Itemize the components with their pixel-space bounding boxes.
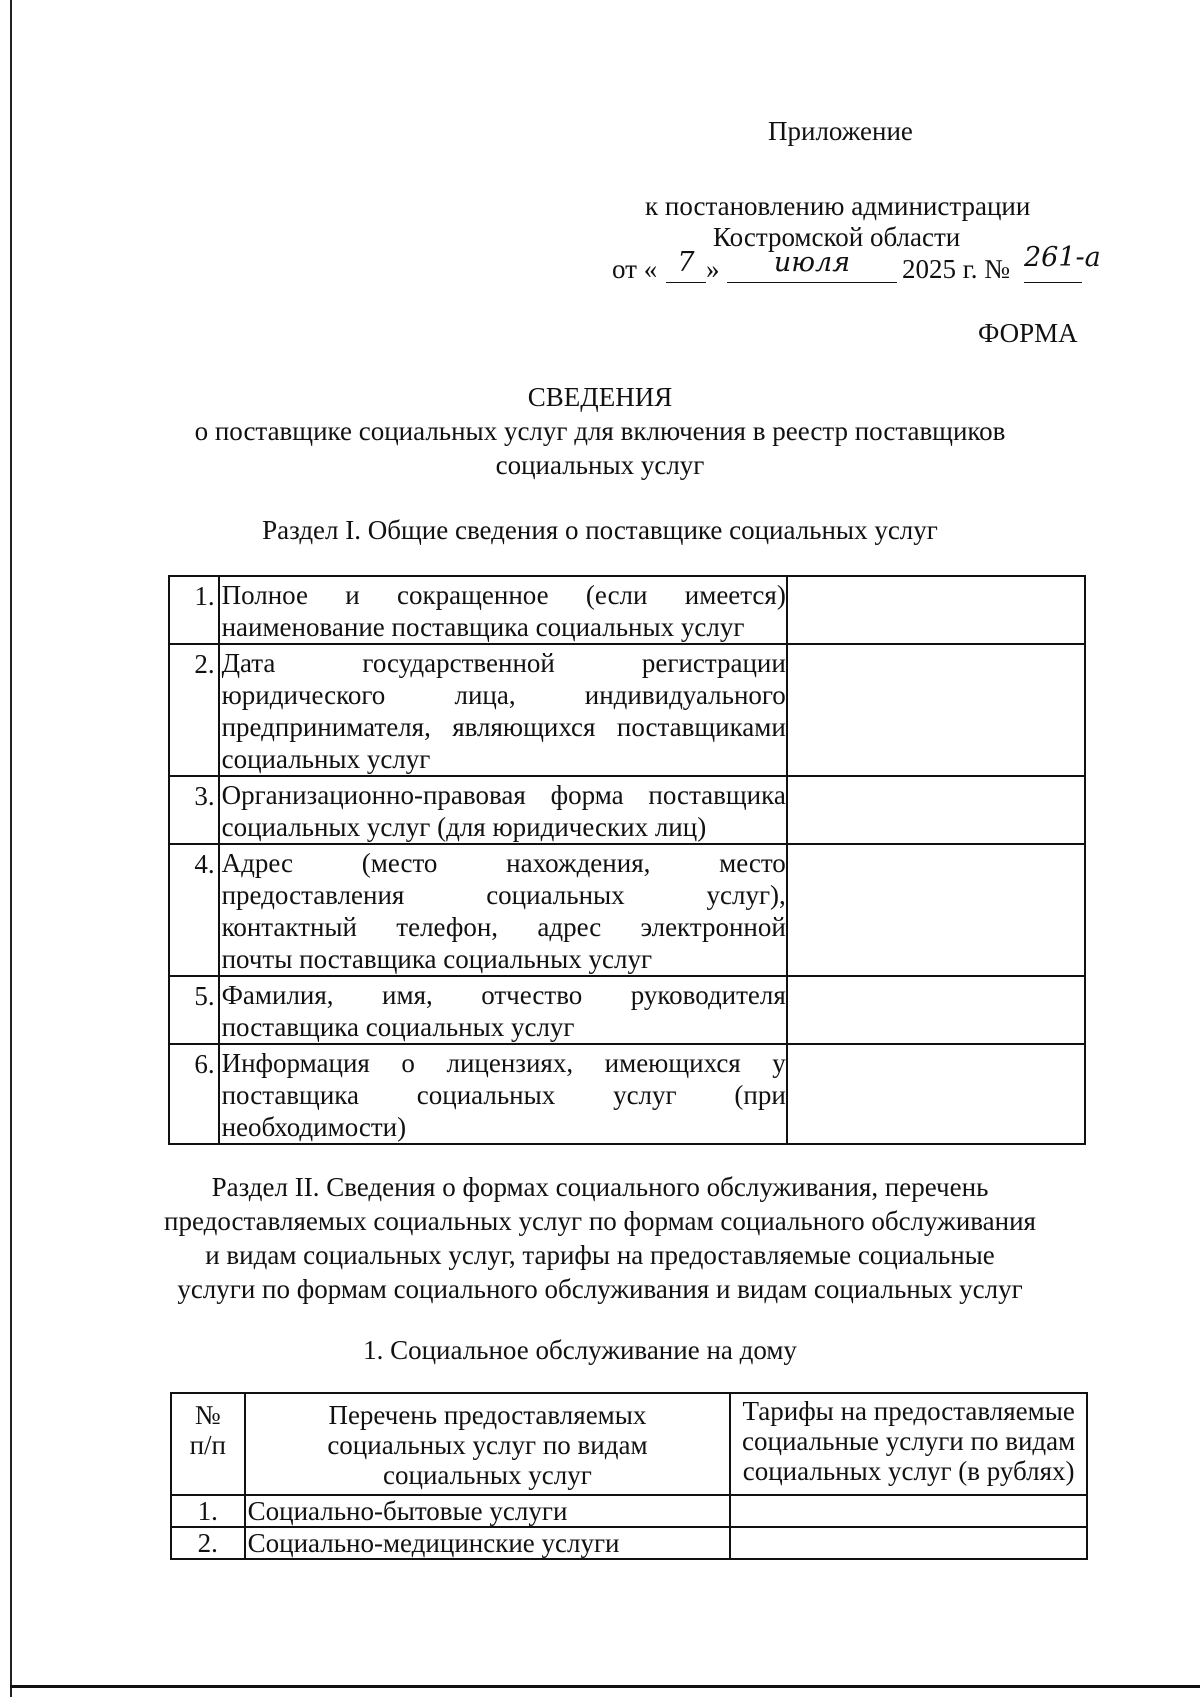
date-day-underline [666,282,706,283]
form-label: ФОРМА [978,318,1078,348]
header-line-1: к постановлению администрации [645,191,1031,221]
section-1-heading: Раздел I. Общие сведения о поставщике социальных услуг [262,515,938,545]
doc-subtitle-line-2: социальных услуг [495,450,705,480]
date-day: 7 [677,247,695,278]
column-header-services: Перечень предоставляемых социальных услуг по видам социальных услуг [245,1393,731,1495]
table-row [171,1495,1087,1527]
row-number: 6. [169,1044,219,1144]
page-bottom-edge [10,1685,1200,1688]
services-table [170,1392,1088,1560]
table-header-row [171,1393,1087,1495]
header-line-2: Костромской области [713,222,961,252]
date-prefix: от « [612,254,658,284]
row-number: 5. [169,976,219,1044]
row-number: 2. [169,644,219,776]
row-number: 1. [169,576,219,644]
date-year: 2025 г. № [902,254,1011,284]
row-value-cell [787,976,1085,1044]
doc-number: 261-а [1024,242,1101,273]
row-number: 1. [171,1495,245,1527]
date-mid: » [706,254,720,284]
date-month: июля [773,247,851,278]
doc-title: СВЕДЕНИЯ [527,382,673,412]
table-row [169,576,1085,644]
subsection-heading: 1. Социальное обслуживание на дому [363,1335,797,1365]
row-value-cell [787,576,1085,644]
date-month-underline [727,282,897,283]
row-description: Адрес (место нахождения, место предоставления социальных услуг), контактный телефон, адрес электронной почты поставщика социальных услуг [219,844,787,976]
row-description: Фамилия, имя, отчество руководителя поставщика социальных услуг [219,976,787,1044]
row-value-cell [787,776,1085,844]
row-tariff-cell [730,1495,1087,1527]
doc-number-underline [1024,282,1082,283]
row-value-cell [787,644,1085,776]
section-2-heading-line-1: Раздел II. Сведения о формах социального обслуживания, перечень [211,1172,989,1202]
general-info-table [168,575,1086,1145]
row-number: 2. [171,1527,245,1559]
page-left-edge [10,0,12,1697]
column-header-number: № п/п [171,1393,245,1495]
row-value-cell [787,1044,1085,1144]
column-header-tariffs: Тарифы на предоставляемые социальные услуги по видам социальных услуг (в рублях) [730,1393,1087,1495]
doc-subtitle-line-1: о поставщике социальных услуг для включения в реестр поставщиков [194,416,1006,446]
section-2-heading-line-4: услуги по формам социального обслуживания и видам социальных услуг [177,1274,1023,1304]
section-2-heading-line-3: и видам социальных услуг, тарифы на предоставляемые социальные [205,1240,995,1270]
table-row [169,976,1085,1044]
table-row [171,1527,1087,1559]
row-description: Полное и сокращенное (если имеется) наименование поставщика социальных услуг [219,576,787,644]
table-row [169,1044,1085,1144]
row-description: Информация о лицензиях, имеющихся у поставщика социальных услуг (при необходимости) [219,1044,787,1144]
table-row [169,776,1085,844]
appendix-label: Приложение [768,116,913,146]
section-2-heading-line-2: предоставляемых социальных услуг по формам социального обслуживания [164,1206,1036,1236]
row-tariff-cell [730,1527,1087,1559]
table-row [169,844,1085,976]
table-row [169,644,1085,776]
row-description: Организационно-правовая форма поставщика социальных услуг (для юридических лиц) [219,776,787,844]
row-value-cell [787,844,1085,976]
row-service-name: Социально-бытовые услуги [245,1495,731,1527]
row-number: 4. [169,844,219,976]
row-service-name: Социально-медицинские услуги [245,1527,731,1559]
row-number: 3. [169,776,219,844]
row-description: Дата государственной регистрации юридического лица, индивидуального предпринимателя, являющихся поставщиками социальных услуг [219,644,787,776]
